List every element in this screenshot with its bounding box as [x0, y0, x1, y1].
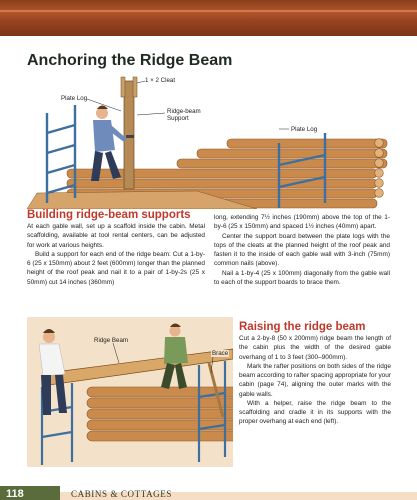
callout-ridge-beam: Ridge Beam: [94, 337, 129, 344]
section1-paragraph-4: Nail a 1-by-4 (25 x 100mm) diagonally from the gable wall to each of the support boards to brace them.: [214, 269, 390, 286]
section1-paragraph-3: Center the support board between the plate logs with the tops of the cleats at the planned height of the roof peak and fasten it to the inside of each gable wall with 3-inch (75mm) common nails (above).: [214, 232, 390, 268]
section-heading-building-supports: Building ridge-beam supports: [27, 209, 191, 221]
page-number: 118: [6, 488, 24, 500]
running-title: CABINS & COTTAGES: [71, 489, 172, 499]
section1-paragraph-2b: long, extending 7½ inches (190mm) above the top of the 1-by-6 (25 x 150mm) and spaced 1½ inches (40mm) apart.: [214, 214, 390, 231]
page-title: Anchoring the Ridge Beam: [27, 52, 233, 69]
section1-paragraph-1: At each gable wall, set up a scaffold inside the cabin. Metal scaffolding, available at tool rental centers, can be adjusted for work at various heights.: [27, 223, 205, 249]
raising-ridge-beam-illustration: [27, 317, 233, 467]
section1-paragraph-2a: Build a support for each end of the ridge beam: Cut a 1-by-6 (25 x 150mm) about 2 feet (600mm) longer than the planned height of the roof peak and nail it to a pair of 1-by-2s (25 x 50mm) cut 14 inches (360mm): [27, 250, 205, 286]
callout-brace: Brace: [212, 350, 229, 357]
section2-paragraph-1: Cut a 2-by-8 (50 x 200mm) ridge beam the length of the cabin plus the width of the desired gable overhang of 1 to 3 feet (300–900mm).: [239, 335, 391, 361]
callout-plate-log-left: Plate Log: [61, 95, 88, 102]
section2-column: [239, 334, 391, 427]
section2-paragraph-2: Mark the rafter positions on both sides of the ridge beam according to rafter spacing appropriate for your cabin (page 74), aligning the outer marks with the gable walls.: [239, 362, 391, 398]
section1-column-left: [27, 222, 205, 287]
section2-paragraph-3: With a helper, raise the ridge beam to the scaffolding and cradle it in its supports with the proper overhang at each end (left).: [239, 399, 391, 426]
callout-plate-log-right: Plate Log: [291, 126, 318, 133]
section-heading-raising-beam: Raising the ridge beam: [239, 321, 366, 333]
section1-column-right: [214, 213, 390, 287]
footer-band: [0, 492, 417, 500]
callout-cleat: 1 × 2 Cleat: [145, 77, 176, 84]
decorative-wood-header: [0, 0, 417, 36]
ridge-beam-support-illustration: [27, 73, 390, 209]
callout-ridge-beam-support: Ridge-beam Support: [167, 108, 201, 123]
